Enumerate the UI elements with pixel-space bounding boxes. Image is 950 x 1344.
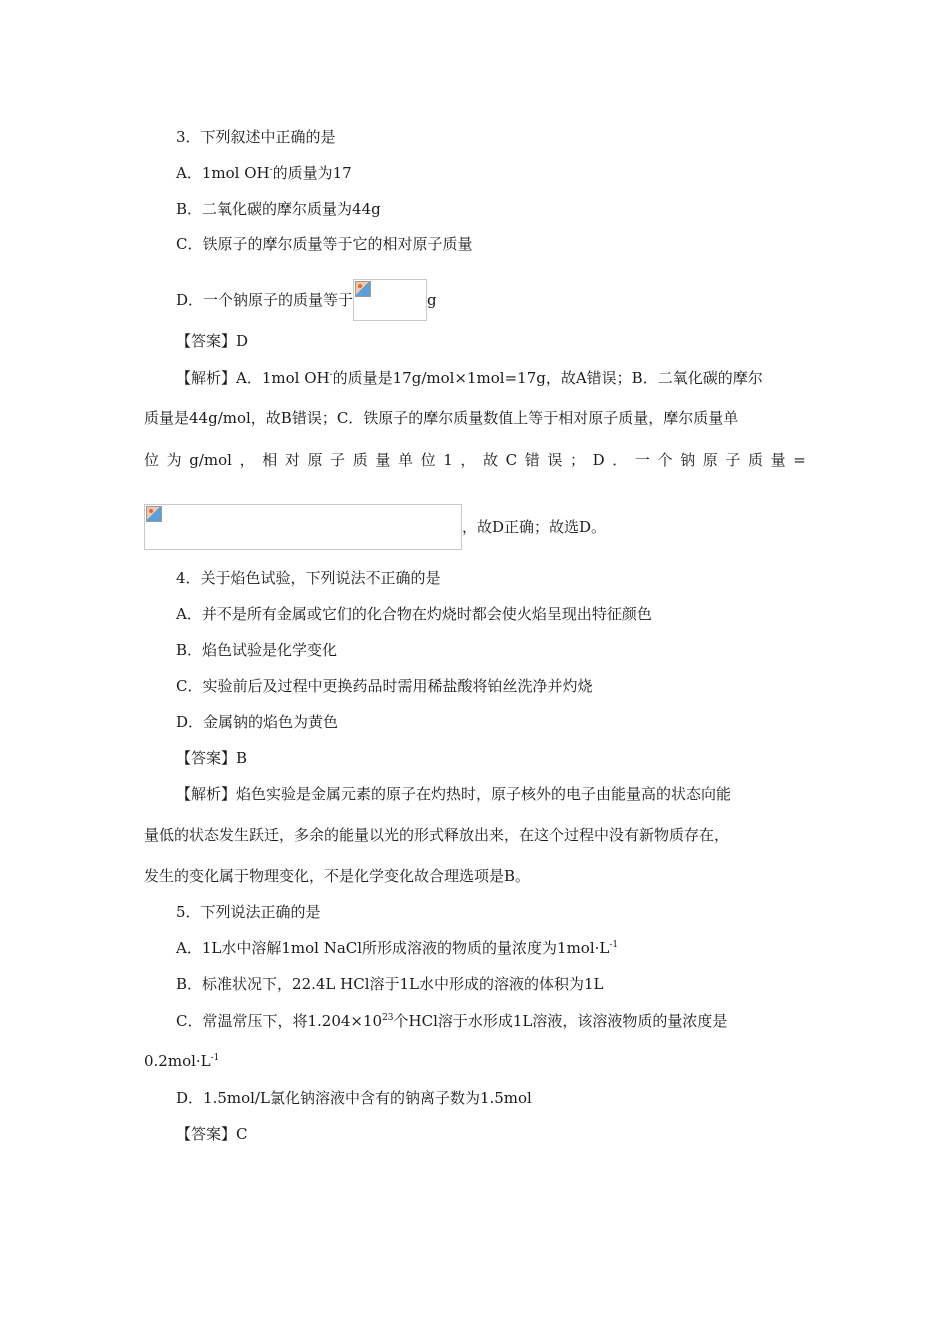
q4-explanation-line-2: 量低的状态发生跃迁，多余的能量以光的形式释放出来，在这个过程中没有新物质存在， (144, 826, 730, 844)
justified-word: 质 (352, 451, 368, 469)
justified-word: g/mol (189, 451, 232, 469)
q4-explanation-line-3: 发生的变化属于物理变化，不是化学变化故合理选项是B。 (144, 867, 531, 885)
justified-word: ， (460, 451, 476, 469)
q5-option-c-continued: $0.2mol\cdot L^{-1}$ (144, 1052, 220, 1070)
q3-explanation-line-4: ，故D正确；故选D。 (144, 505, 606, 549)
broken-image-icon (355, 281, 371, 297)
formula-image-placeholder (353, 279, 427, 321)
q4-explanation-line-1: 【解析】焰色实验是金属元素的原子在灼热时，原子核外的电子由能量高的状态向能 (176, 785, 732, 803)
q5-option-c: C．常温常压下，将$1.204\times 10^{23}$个HCl溶于水形成1L溶液，该溶液物质的量浓度是 (176, 1012, 728, 1030)
justified-word: ． (612, 451, 628, 469)
justified-word: D (592, 451, 605, 469)
justified-word: 为 (166, 451, 182, 469)
justified-word: 质 (747, 451, 763, 469)
q5-stem: 5．下列说法正确的是 (176, 903, 321, 921)
justified-word: 错 (524, 451, 540, 469)
justified-word: 原 (307, 451, 323, 469)
formula-image-placeholder (144, 504, 462, 550)
justified-word: 对 (284, 451, 300, 469)
justified-word: 位 (420, 451, 436, 469)
q4-option-b: B．焰色试验是化学变化 (176, 641, 338, 659)
justified-word: 子 (330, 451, 346, 469)
justified-word: 误 (547, 451, 563, 469)
justified-word: = (793, 451, 806, 469)
q5-option-d: D．1.5mol/L氯化钠溶液中含有的钠离子数为1.5mol (176, 1089, 532, 1107)
broken-image-icon (146, 506, 162, 522)
justified-word: 相 (262, 451, 278, 469)
q3-answer: 【答案】D (176, 332, 249, 350)
q4-stem: 4．关于焰色试验，下列说法不正确的是 (176, 569, 441, 587)
justified-word: 位 (144, 451, 160, 469)
justified-word: 钠 (680, 451, 696, 469)
q5-answer: 【答案】C (176, 1125, 248, 1143)
q5-option-b: B．标准状况下，22.4L HCl溶于1L水中形成的溶液的体积为1L (176, 975, 604, 993)
q4-option-c: C．实验前后及过程中更换药品时需用稀盐酸将铂丝洗净并灼烧 (176, 677, 593, 695)
q4-answer: 【答案】B (176, 749, 248, 767)
justified-word: ， (239, 451, 255, 469)
justified-word: 子 (725, 451, 741, 469)
q3-option-b: B．二氧化碳的摩尔质量为44g (176, 200, 381, 218)
justified-word: 一 (634, 451, 650, 469)
q3-stem: 3．下列叙述中正确的是 (176, 128, 336, 146)
justified-word: 故 (482, 451, 498, 469)
q5-option-a: A．1L水中溶解1mol NaCl所形成溶液的物质的量浓度为$1mol\cdot L^{-1}$ (176, 939, 619, 957)
justified-word: ； (569, 451, 585, 469)
q3-option-a: A．1mol OH-的质量为17 (176, 164, 352, 182)
justified-word: 量 (770, 451, 786, 469)
q3-explanation-line-2: 质量是44g/mol，故B错误；C．铁原子的摩尔质量数值上等于相对原子质量，摩尔质量单 (144, 409, 739, 427)
q3-explanation-line-3 (144, 450, 806, 470)
justified-word: 量 (375, 451, 391, 469)
justified-word: C (505, 451, 518, 469)
q4-option-a: A．并不是所有金属或它们的化合物在灼烧时都会使火焰呈现出特征颜色 (176, 605, 652, 623)
q4-option-d: D．金属钠的焰色为黄色 (176, 713, 339, 731)
justified-word: 1 (443, 451, 453, 469)
q3-option-d: D．一个钠原子的质量等于 g (176, 280, 437, 320)
q3-option-c: C．铁原子的摩尔质量等于它的相对原子质量 (176, 235, 473, 253)
justified-word: 原 (702, 451, 718, 469)
q3-explanation-line-1: 【解析】A．1mol OH-的质量是17g/mol×1mol=17g，故A错误；B．二氧化碳的摩尔 (176, 369, 763, 387)
justified-word: 单 (397, 451, 413, 469)
justified-word: 个 (657, 451, 673, 469)
